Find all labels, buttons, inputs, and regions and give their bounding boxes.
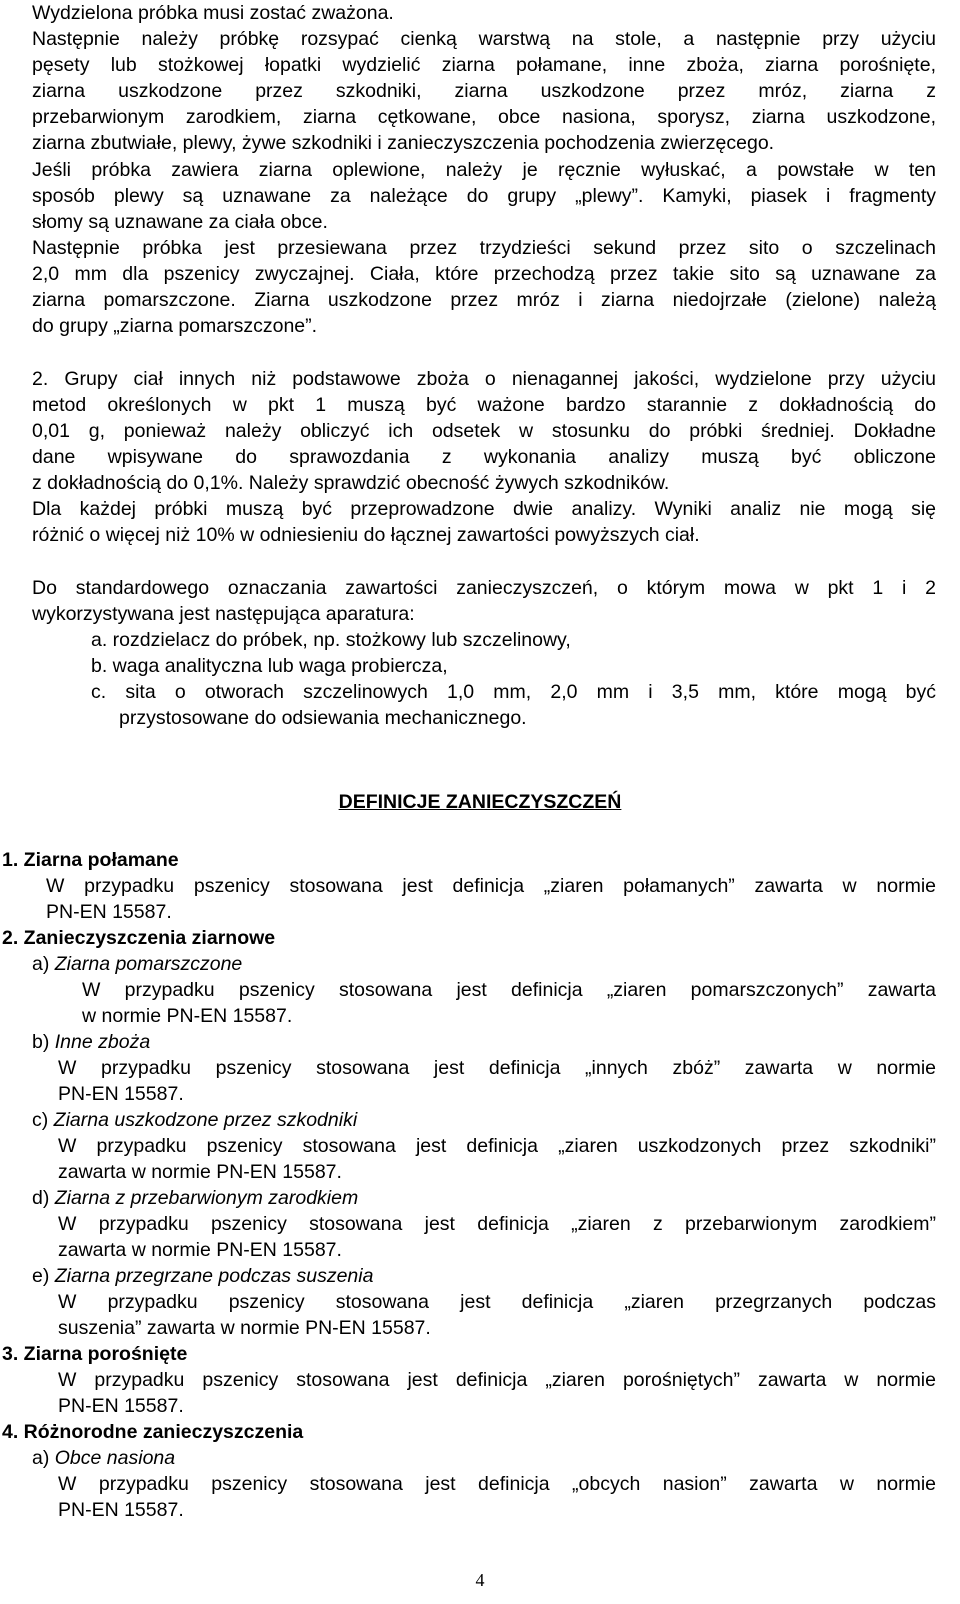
list-item: b. waga analityczna lub waga probiercza, bbox=[91, 655, 448, 677]
definition-heading: 1. Ziarna połamane bbox=[2, 849, 179, 871]
subitem-label: a) Ziarna pomarszczone bbox=[32, 953, 243, 975]
text-line: W przypadku pszenicy stosowana jest definicja „ziaren pomarszczonych” zawarta bbox=[82, 979, 936, 1001]
subitem-title: Ziarna z przebarwionym zarodkiem bbox=[54, 1187, 359, 1209]
text-line: ziarna zbutwiałe, plewy, żywe szkodniki i zanieczyszczenia pochodzenia zwierzęcego. bbox=[32, 132, 775, 154]
text-line: PN-EN 15587. bbox=[58, 1083, 184, 1105]
text-line: sposób plewy są uznawane za należące do grupy „plewy”. Kamyki, piasek i fragmenty bbox=[32, 185, 936, 207]
page-number: 4 bbox=[475, 1570, 485, 1590]
text-line: W przypadku pszenicy stosowana jest definicja „ziaren uszkodzonych przez szkodniki” bbox=[58, 1135, 936, 1157]
text-line: suszenia” zawarta w normie PN-EN 15587. bbox=[58, 1317, 431, 1339]
subitem-label: b) Inne zboża bbox=[32, 1031, 151, 1053]
text-line: ziarna uszkodzone przez szkodniki, ziarna uszkodzone przez mróz, ziarna z bbox=[32, 80, 936, 102]
list-item-continuation: przystosowane do odsiewania mechanicznego. bbox=[119, 707, 527, 729]
text-line: w normie PN-EN 15587. bbox=[82, 1005, 293, 1027]
text-line: z dokładnością do 0,1%. Należy sprawdzić obecność żywych szkodników. bbox=[32, 472, 670, 494]
text-line: 2,0 mm dla pszenicy zwyczajnej. Ciała, które przechodzą przez takie sito są uznawane za bbox=[32, 263, 936, 285]
text-line: PN-EN 15587. bbox=[58, 1499, 184, 1521]
text-line: 2. Grupy ciał innych niż podstawowe zboża o nienagannej jakości, wydzielone przy użyciu bbox=[32, 368, 936, 390]
text-line: W przypadku pszenicy stosowana jest definicja „innych zbóż” zawarta w normie bbox=[58, 1057, 936, 1079]
text-line: słomy są uznawane za ciała obce. bbox=[32, 211, 328, 233]
text-line: ziarna pomarszczone. Ziarna uszkodzone przez mróz i ziarna niedojrzałe (zielone) należą bbox=[32, 289, 936, 311]
definition-heading: 2. Zanieczyszczenia ziarnowe bbox=[2, 927, 276, 949]
subitem-label: c) Ziarna uszkodzone przez szkodniki bbox=[32, 1109, 358, 1131]
text-line: metod określonych w pkt 1 muszą być ważone bardzo starannie z dokładnością do bbox=[32, 394, 936, 416]
text-line: W przypadku pszenicy stosowana jest definicja „ziaren porośniętych” zawarta w normie bbox=[58, 1369, 936, 1391]
text-line: Następnie próbka jest przesiewana przez trzydzieści sekund przez sito o szczelinach bbox=[32, 237, 936, 259]
text-line: PN-EN 15587. bbox=[58, 1395, 184, 1417]
definition-heading: 4. Różnorodne zanieczyszczenia bbox=[2, 1421, 304, 1443]
text-line: zawarta w normie PN-EN 15587. bbox=[58, 1239, 342, 1261]
text-line: W przypadku pszenicy stosowana jest definicja „ziaren połamanych” zawarta w normie bbox=[46, 875, 936, 897]
text-line: Jeśli próbka zawiera ziarna oplewione, należy je ręcznie wyłuskać, a powstałe w ten bbox=[32, 159, 936, 181]
text-line: PN-EN 15587. bbox=[46, 901, 172, 923]
text-line: zawarta w normie PN-EN 15587. bbox=[58, 1161, 342, 1183]
subitem-label: a) Obce nasiona bbox=[32, 1447, 176, 1469]
subitem-label: e) Ziarna przegrzane podczas suszenia bbox=[32, 1265, 374, 1287]
text-line: Wydzielona próbka musi zostać zważona. bbox=[32, 2, 394, 24]
list-item: a. rozdzielacz do próbek, np. stożkowy lub szczelinowy, bbox=[91, 629, 571, 651]
text-line: W przypadku pszenicy stosowana jest definicja „ziaren z przebarwionym zarodkiem” bbox=[58, 1213, 936, 1235]
subitem-label: d) Ziarna z przebarwionym zarodkiem bbox=[32, 1187, 359, 1209]
list-item: c. sita o otworach szczelinowych 1,0 mm, 2,0 mm i 3,5 mm, które mogą być bbox=[91, 681, 936, 703]
text-line: dane wpisywane do sprawozdania z wykonania analizy muszą być obliczone bbox=[32, 446, 936, 468]
text-line: wykorzystywana jest następująca aparatura: bbox=[32, 603, 415, 625]
subitem-title: Ziarna przegrzane podczas suszenia bbox=[54, 1265, 374, 1287]
text-line: różnić o więcej niż 10% w odniesieniu do łącznej zawartości powyższych ciał. bbox=[32, 524, 700, 546]
text-line: przebarwionym zarodkiem, ziarna cętkowane, obce nasiona, sporysz, ziarna uszkodzone, bbox=[32, 106, 936, 128]
definition-heading: 3. Ziarna porośnięte bbox=[2, 1343, 188, 1365]
text-line: W przypadku pszenicy stosowana jest definicja „obcych nasion” zawarta w normie bbox=[58, 1473, 936, 1495]
text-line: Następnie należy próbkę rozsypać cienką warstwą na stole, a następnie przy użyciu bbox=[32, 28, 936, 50]
text-line: do grupy „ziarna pomarszczone”. bbox=[32, 315, 318, 337]
subitem-title: Obce nasiona bbox=[54, 1447, 176, 1469]
subitem-title: Inne zboża bbox=[54, 1031, 151, 1053]
text-line: Dla każdej próbki muszą być przeprowadzone dwie analizy. Wyniki analiz nie mogą się bbox=[32, 498, 936, 520]
text-line: 0,01 g, ponieważ należy obliczyć ich odsetek w stosunku do próbki średniej. Dokładne bbox=[32, 420, 936, 442]
section-heading: DEFINICJE ZANIECZYSZCZEŃ bbox=[338, 791, 622, 813]
text-line: pęsety lub stożkowej łopatki wydzielić ziarna połamane, inne zboża, ziarna porośnięte, bbox=[32, 54, 936, 76]
text-line: Do standardowego oznaczania zawartości zanieczyszczeń, o którym mowa w pkt 1 i 2 bbox=[32, 577, 936, 599]
text-line: W przypadku pszenicy stosowana jest definicja „ziaren przegrzanych podczas bbox=[58, 1291, 936, 1313]
subitem-title: Ziarna pomarszczone bbox=[54, 953, 243, 975]
subitem-title: Ziarna uszkodzone przez szkodniki bbox=[53, 1109, 358, 1131]
